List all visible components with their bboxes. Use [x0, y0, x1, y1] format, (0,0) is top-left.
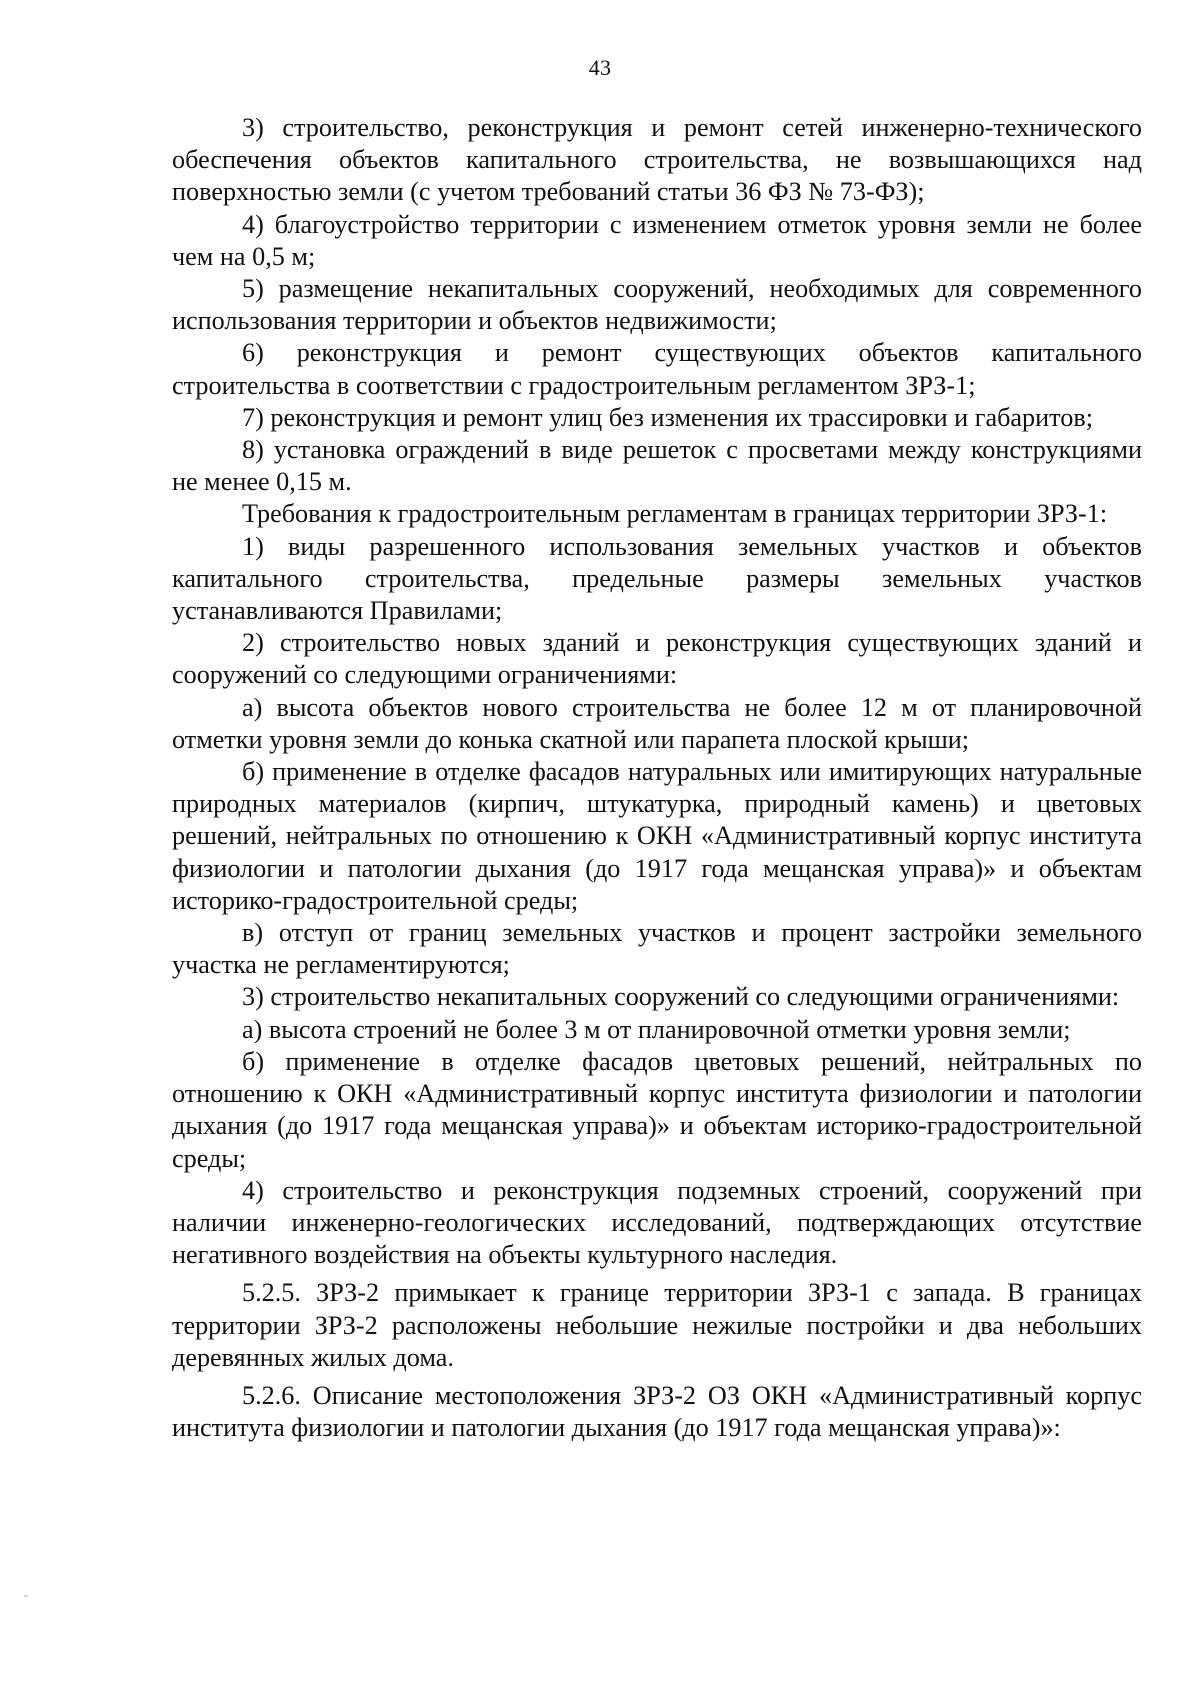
paragraph-item-7: 7) реконструкция и ремонт улиц без изменения их трассировки и габаритов;	[242, 402, 1093, 432]
scan-artifact-mark	[24, 1595, 28, 1597]
paragraph-item-3: 3) строительство, реконструкция и ремонт сетей инженерно-технического обеспечения объектов капитального строительства, не возвышающихся над поверхностью земли (с учетом требований статьи 36 ФЗ № 73-ФЗ);	[172, 113, 1142, 207]
paragraph-requirement-2: 2) строительство новых зданий и реконструкция существующих зданий и сооружений со следующими ограничениями:	[172, 628, 1142, 690]
paragraph-requirement-4: 4) строительство и реконструкция подземных строений, сооружений при наличии инженерно-геологических исследований, подтверждающих отсутствие негативного воздействия на объекты культурного наследия.	[172, 1175, 1142, 1270]
paragraph-requirement-1: 1) виды разрешенного использования земельных участков и объектов капитального строительства, предельные размеры земельных участков устанавливаются Правилами;	[172, 531, 1142, 626]
document-body	[172, 112, 1142, 1444]
paragraph-requirements-heading: Требования к градостроительным регламентам в границах территории ЗРЗ-1:	[242, 499, 1108, 529]
paragraph-item-4: 4) благоустройство территории с изменением отметок уровня земли не более чем на 0,5 м;	[172, 209, 1142, 271]
page-number: 43	[588, 55, 612, 80]
paragraph-requirement-3b: б) применение в отделке фасадов цветовых решений, нейтральных по отношению к ОКН «Административный корпус института физиологии и патологии дыхания (до 1917 года мещанская управа)» и объектам историко-градостроительной среды;	[172, 1046, 1142, 1173]
paragraph-item-6: 6) реконструкция и ремонт существующих объектов капитального строительства в соответствии с градостроительным регламентом ЗРЗ-1;	[172, 338, 1142, 400]
paragraph-5-2-5: 5.2.5. ЗРЗ-2 примыкает к границе территории ЗРЗ-1 с запада. В границах территории ЗРЗ-2 расположены небольшие нежилые постройки и два небольших деревянных жилых дома.	[172, 1278, 1142, 1372]
paragraph-item-8: 8) установка ограждений в виде решеток с просветами между конструкциями не менее 0,15 м.	[172, 435, 1142, 497]
paragraph-requirement-2a: а) высота объектов нового строительства не более 12 м от планировочной отметки уровня земли до конька скатной или парапета плоской крыши;	[172, 692, 1142, 754]
paragraph-requirement-3a: а) высота строений не более 3 м от планировочной отметки уровня земли;	[242, 1014, 1071, 1044]
paragraph-requirement-3: 3) строительство некапитальных сооружений со следующими ограничениями:	[242, 982, 1120, 1012]
paragraph-requirement-2c: в) отступ от границ земельных участков и процент застройки земельного участка не регламентируются;	[172, 918, 1142, 980]
paragraph-5-2-6: 5.2.6. Описание местоположения ЗРЗ-2 ОЗ ОКН «Административный корпус института физиологии и патологии дыхания (до 1917 года мещанская управа)»:	[172, 1380, 1142, 1443]
paragraph-item-5: 5) размещение некапитальных сооружений, необходимых для современного использования территории и объектов недвижимости;	[172, 274, 1142, 336]
paragraph-requirement-2b: б) применение в отделке фасадов натуральных или имитирующих натуральные природных материалов (кирпич, штукатурка, природный камень) и цветовых решений, нейтральных по отношению к ОКН «Административный корпус института физиологии и патологии дыхания (до 1917 года мещанская управа)» и объектам историко-градостроительной среды;	[172, 757, 1142, 915]
